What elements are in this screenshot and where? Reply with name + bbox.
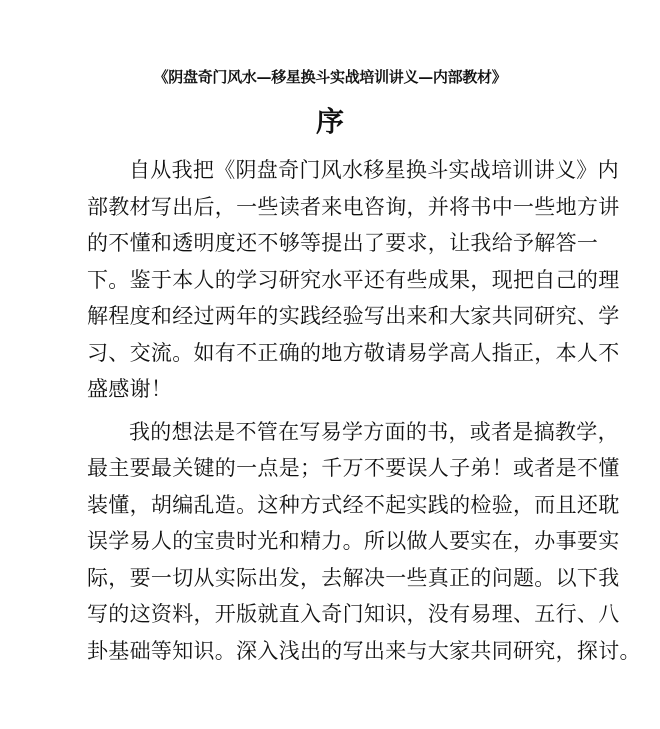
text-line: 我的想法是不管在写易学方面的书，或者是搞教学，	[129, 419, 619, 444]
paragraph-1	[87, 152, 620, 408]
body-text	[87, 152, 641, 669]
text-line: 误学易人的宝贵时光和精力。所以做人要实在，办事要实	[87, 529, 620, 553]
chapter-title: 序	[315, 105, 344, 138]
paragraph-2	[87, 414, 641, 670]
text-line: 盛感谢！	[87, 377, 173, 401]
text-line: 装懂，胡编乱造。这种方式经不起实践的检验，而且还耽	[87, 492, 620, 517]
text-line: 习、交流。如有不正确的地方敬请易学高人指正，本人不	[87, 340, 620, 365]
text-line: 解程度和经过两年的实践经验写出来和大家共同研究、学	[87, 304, 620, 328]
text-line: 自从我把《阴盘奇门风水移星换斗实战培训讲义》内	[129, 158, 619, 182]
running-header: 《阴盘奇门风水—移星换斗实战培训讲义—内部教材》	[153, 68, 507, 86]
text-line: 下。鉴于本人的学习研究水平还有些成果，现把自己的理	[87, 267, 620, 292]
text-line: 的不懂和透明度还不够等提出了要求，让我给予解答一	[87, 231, 599, 255]
text-line: 最主要最关键的一点是；千万不要误人子弟！或者是不懂	[87, 456, 620, 480]
text-line: 卦基础等知识。深入浅出的写出来与大家共同研究，探讨。	[87, 638, 641, 663]
text-line: 部教材写出后，一些读者来电咨询，并将书中一些地方讲	[87, 194, 620, 219]
text-line: 写的这资料，开版就直入奇门知识，没有易理、五行、八	[87, 602, 620, 626]
text-line: 际，要一切从实际出发，去解决一些真正的问题。以下我	[87, 565, 620, 590]
